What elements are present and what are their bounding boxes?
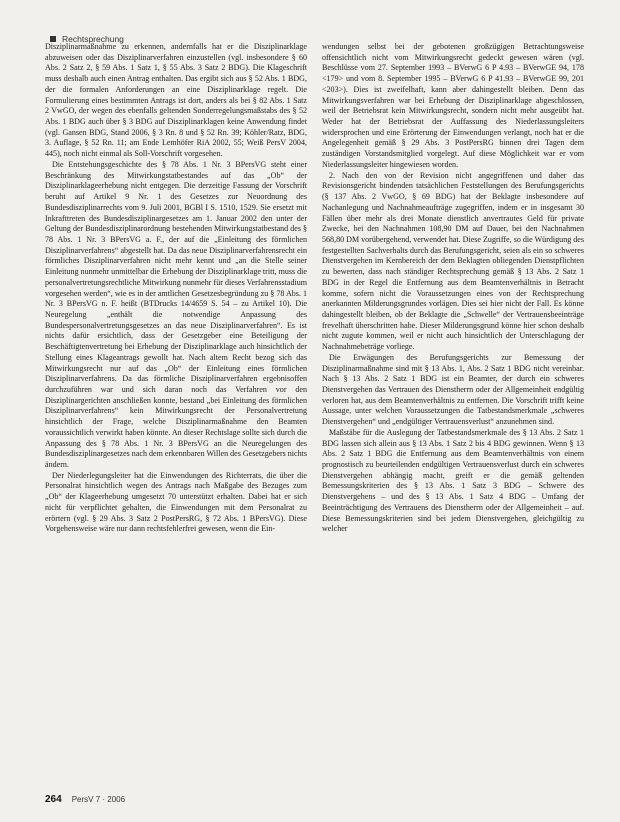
paragraph: Disziplinarmaßnahme zu erkennen, andernfalls hat er die Disziplinarklage abzuweisen oder das Disziplinarverfahren einzustellen (vgl. insbesondere § 60 Abs. 2 Satz 2, § 59 Abs. 1 Satz 1, § 55 Abs. 3 Satz 2 BDG). Die Klageschrift muss deshalb auch einen Antrag enthalten. Das ergibt sich aus § 52 Abs. 1 BDG, der die formalen Anforderungen an eine Disziplinarklage regelt. Die Formulierung eines bestimmten Antrags ist dort, anders als bei § 82 Abs. 1 Satz 2 VwGO, der wegen des ebenfalls geltenden Sonderregelungsmaßstabs des § 52 Abs. 1 BDG auch über § 3 BDG auf Disziplinarklagen keine Anwendung findet (vgl. Gansen BDG, Stand 2006, § 3 Rn. 8 und § 52 Rn. 39; Köhler/Ratz, BDG, 3. Auflage, § 52 Rn. 11; am Ende Lemhöfer RiA 2002, 55; Weiß PersV 2004, 445), noch nicht einmal als Soll-Vorschrift vorgesehen. (45, 42, 307, 159)
paragraph: 2. Nach den von der Revision nicht angegriffenen und daher das Revisionsgericht bindenden tatsächlichen Feststellungen des Berufungsgerichts (§ 137 Abs. 2 VwGO, § 69 BDG) hat der Beklagte insbesondere auf Nachanlegung und Nachnahmeaufträge zugegriffen, indem er in insgesamt 30 Fällen über mehr als drei Monate dienstlich anvertrautes Geld für private Zwecke, bei den Nachnahmen 108,90 DM auf Dauer, bei den Nachnahmen 568,80 DM vorübergehend, verwendet hat. Diese Zugriffe, so die Würdigung des festgestellten Sachverhalts durch das Berufungsgericht, seien als ein so schweres Dienstvergehen im Kernbereich der dem Beklagten obliegenden Dienstpflichten zu bewerten, dass nach ständiger Rechtsprechung gemäß § 13 Abs. 2 Satz 1 BDG in der Regel die Entfernung aus dem Beamtenverhältnis in Betracht komme, sofern nicht die Voraussetzungen eines von der Rechtsprechung anerkannten Milderungsgrundes vorlägen. Dies sei hier nicht der Fall. Es könne dahingestellt bleiben, ob der Beklagte die „Schwelle“ der Vertrauensbeeinträge frevelhaft überschritten habe. Dieser Milderungsgrund könne hier schon deshalb nicht zugute kommen, weil er nicht auch hinsichtlich der Unterschlagung der Nachnahmebeträge vorliege. (322, 170, 584, 352)
paragraph: Der Niederlegungsleiter hat die Einwendungen des Richterrats, die über die Personalrat hinsichtlich wegen des Antrags nach Maßgabe des Bezuges zum „Ob“ der Klageerhebung umgesetzt 70 unterstützt erhalten. Dabei hat er sich nicht für verpflichtet gehalten, die Einwendungen mit dem Personalrat zu erörtern (vgl. § 29 Abs. 3 Satz 2 PostPersRG, § 72 Abs. 1 BPersVG). Diese Vorgehensweise wäre nur dann rechtsfehlerfrei gewesen, wenn die Ein- (45, 470, 307, 534)
left-column (45, 42, 307, 535)
paragraph: Die Erwägungen des Berufungsgerichts zur Bemessung der Disziplinarmaßnahme sind mit § 13 Abs. 1, Abs. 2 Satz 1 BDG nicht vereinbar. Nach § 13 Abs. 2 Satz 1 BDG ist ein Beamter, der durch ein schweres Dienstvergehen das Vertrauen des Dienstherrn oder der Allgemeinheit endgültig verloren hat, aus dem Beamtenverhältnis zu entfernen. Die Vorschrift trifft keine Aussage, unter welchen Voraussetzungen die Tatbestandsmerkmale „schweres Dienstvergehen“ und „endgültiger Vertrauensverlust“ anzunehmen sind. (322, 352, 584, 427)
paragraph: wendungen selbst bei der gebotenen großzügigen Betrachtungsweise offensichtlich nicht vom Mitwirkungsrecht gedeckt gewesen wären (vgl. Beschlüsse vom 27. September 1993 – BVerwG 6 P 4.93 – BVerwGE 94, 178 <179> und vom 8. September 1995 – BVerwG 6 P 41.93 – BVerwGE 99, 201 <203>). Dies ist zweifelhaft, kann aber dahingestellt bleiben. Denn das Mitwirkungsverfahren war bei Erhebung der Disziplinarklage abgeschlossen, weil der Betriebsrat kein Mitwirkungsrecht, sondern nicht mehr ausgeübt hat. Weder hat der Betriebsrat der Auffassung des Niederlassungsleiters widersprochen und eine Erörterung der Einwendungen verlangt, noch hat er die Angelegenheit gemäß § 29 Abs. 3 PostPersRG binnen drei Tagen dem zuständigen Vorstandsmitglied vorgelegt. Auf diese Möglichkeit war er vom Niederlassungsleiter hingewiesen worden. (322, 42, 584, 169)
paragraph: Die Entstehungsgeschichte des § 78 Abs. 1 Nr. 3 BPersVG steht einer Beschränkung des Mitwirkungstatbestandes auf das „Ob“ der Disziplinarklageerhebung nicht entgegen. Die derzeitige Fassung der Vorschrift beruht auf Artikel 9 Nr. 1 des Gesetzes zur Neuordnung des Bundesdisziplinarrechts vom 9. Juli 2001, BGBl I S. 1510, 1529. Sie ersetzt mit Inkrafttreten des Bundesdisziplinargesetzes am 1. Januar 2002 den unter der Geltung der Bundesdisziplinarordnung bestehenden Mitwirkungstatbestand des § 78 Abs. 1 Nr. 3 BPersVG a. F., der auf die „Einleitung des förmlichen Disziplinarverfahrens“ abgestellt hat. Da das neue Disziplinarverfahrensrecht ein förmliches Disziplinarverfahren nicht mehr kennt und „an die Stelle seiner Einleitung nunmehr unmittelbar die Erhebung der Disziplinarklage tritt, muss die personalvertretungsrechtliche Mitwirkung nunmehr für dieses Verfahrensstadium vorgesehen werden“, wie es in der amtlichen Gesetzesbegründung zu § 78 Abs. 1 Nr. 3 BPersVG n. F. heißt (BTDrucks 14/4659 S. 54 – zu Artikel 10). Die Neuregelung „enthält die notwendige Anpassung des Bundespersonalvertretungsgesetzes an das neue Disziplinarverfahren“. Es ist nichts dafür ersichtlich, dass der Gesetzgeber eine Beteiligung der Beschäftigtenvertretung bei Erhebung der Disziplinarklage auch hinsichtlich der Stellung eines Klageantrags gewollt hat. Nach altem Recht bezog sich das Mitwirkungsrecht nur auf das „Ob“ der Einleitung eines förmlichen Disziplinarverfahrens. Da das förmliche Disziplinarverfahren ergebnisoffen durchzuführen war und sich daran noch das Verfahren vor den Disziplinargerichten anschließen konnte, bestand „bei Einleitung des förmlichen Disziplinarverfahrens“ kein Mitwirkungsrecht der Personalvertretung hinsichtlich der Frage, welche Disziplinarmaßnahme den Beamten voraussichtlich verwirkt haben könnte. An dieser Rechtslage sollte sich durch die Anpassung des § 78 Abs. 1 Nr. 3 BPersVG an die Neuregelungen des Bundesdisziplinargesetzes nach dem erkennbaren Willen des Gesetzgebers nichts ändern. (45, 159, 307, 470)
paragraph: Maßstäbe für die Auslegung der Tatbestandsmerkmale des § 13 Abs. 2 Satz 1 BDG lassen sich allein aus § 13 Abs. 1 Satz 2 bis 4 BDG gewinnen. Wenn § 13 Abs. 2 Satz 1 BDG die Entfernung aus dem Beamtenverhältnis von einem prognostisch zu beurteilenden endgültigen Vertrauensverlust durch ein schweres Dienstvergehen abhängig macht, greift er die gemäß geltenden Bemessungskriterien des § 13 Abs. 1 Satz 3 BDG – Schwere des Dienstvergehens – und des § 13 Abs. 1 Satz 4 BDG – Umfang der Beeinträchtigung des Vertrauens des Dienstherrn oder der Allgemeinheit – auf. Diese Bemessungskriterien sind bei jedem Dienstvergehen, gleichgültig zu welcher (322, 427, 584, 534)
page-number: 264 (45, 794, 62, 805)
right-column (322, 42, 584, 535)
journal-citation: PersV 7 · 2006 (71, 795, 126, 804)
section-title: Rechtsprechung (62, 34, 124, 44)
page-footer (45, 794, 125, 805)
